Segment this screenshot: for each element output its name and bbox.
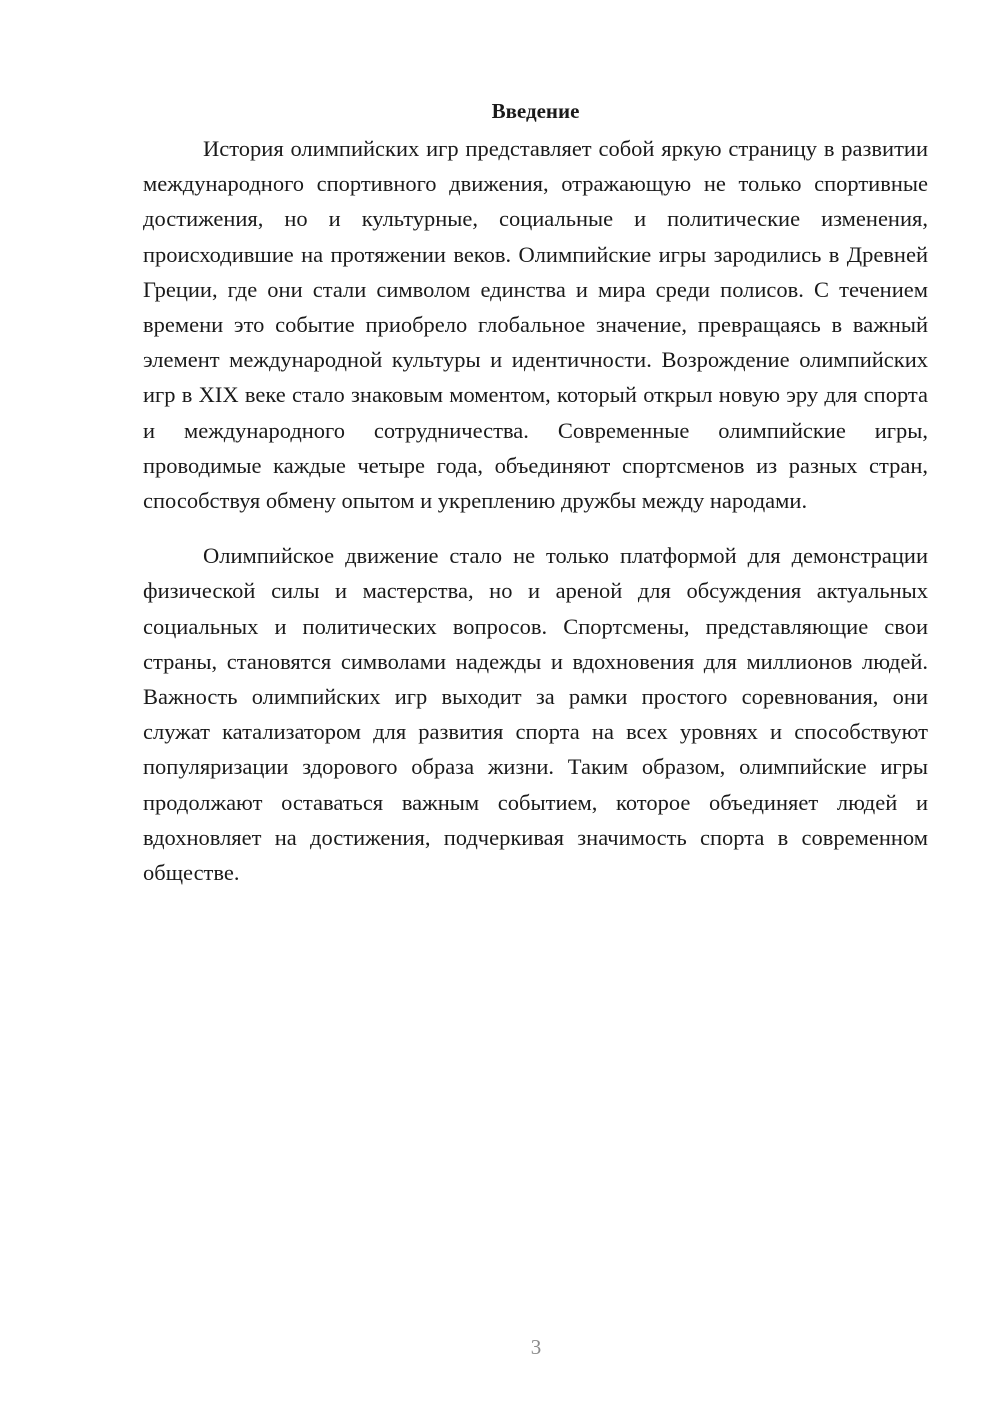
paragraph-2: Олимпийское движение стало не только платформой для демонстрации физической силы и мастерства, но и ареной для обсуждения актуальных социальных и политических вопросов. Спортсмены, представляющие свои страны, становятся символами надежды и вдохновения для миллионов людей. Важность олимпийских игр выходит за рамки простого соревнования, они служат катализатором для развития спорта на всех уровнях и способствуют популяризации здорового образа жизни. Таким образом, олимпийские игры продолжают оставаться важным событием, которое объединяет людей и вдохновляет на достижения, подчеркивая значимость спорта в современном обществе.	[143, 543, 928, 886]
section-heading: Введение	[491, 99, 580, 123]
page-number: 3	[530, 1335, 542, 1359]
paragraph-1: История олимпийских игр представляет собой яркую страницу в развитии международного спортивного движения, отражающую не только спортивные достижения, но и культурные, социальные и политические изменения, происходившие на протяжении веков. Олимпийские игры зародились в Древней Греции, где они стали символом единства и мира среди полисов. С течением времени это событие приобрело глобальное значение, превращаясь в важный элемент международной культуры и идентичности. Возрождение олимпийских игр в XIX веке стало знаковым моментом, который открыл новую эру для спорта и международного сотрудничества. Современные олимпийские игры, проводимые каждые четыре года, объединяют спортсменов из разных стран, способствуя обмену опытом и укреплению дружбы между народами.	[143, 136, 928, 514]
page-content	[143, 96, 928, 890]
